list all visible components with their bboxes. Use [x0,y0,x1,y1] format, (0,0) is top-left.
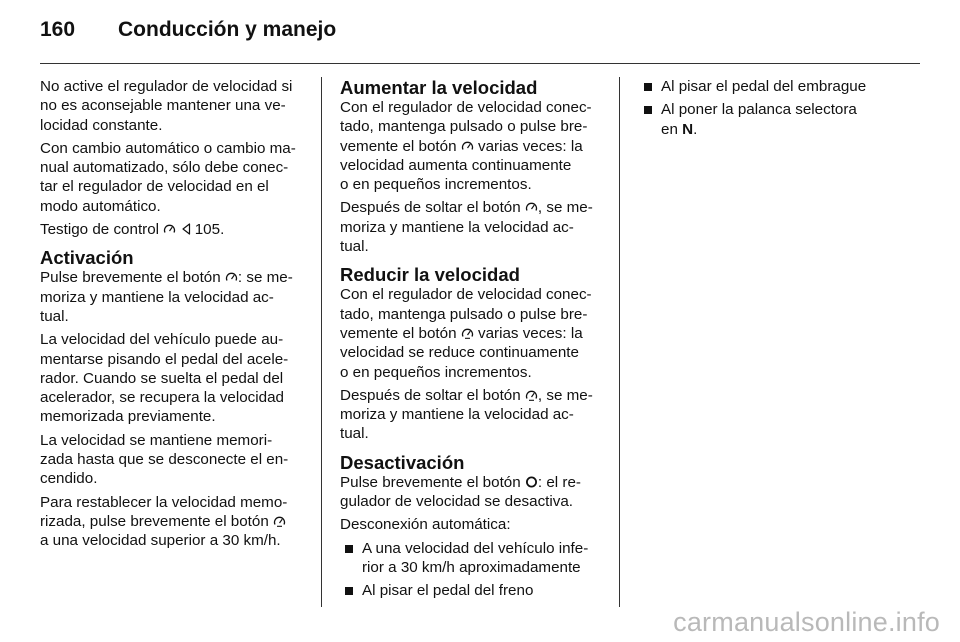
paragraph-despues-soltar-2: Después de soltar el botón , se me- moriza y mantiene la velocidad ac- tual. [340,386,593,443]
column-1 [40,77,308,555]
bullet-square-icon [345,545,353,553]
cruise-control-plus-icon [461,140,474,152]
column-divider [619,77,620,607]
paragraph-desactivacion: Pulse brevemente el botón : el re- gulador de velocidad se desactiva. [340,473,581,511]
cruise-control-plus-icon [225,271,238,283]
header-rule [40,63,920,64]
column-divider [321,77,322,607]
list-item: Al pisar el pedal del embrague [639,77,907,96]
chapter-title: Conducción y manejo [118,18,337,41]
paragraph-reducir: Con el regulador de velocidad conec- tado, mantenga pulsado o pulse bre- vemente el botón varias veces: la velocidad se reduce continuamente o en pequeños incrementos. [340,286,592,381]
paragraph-restablecer: Para restablecer la velocidad memo- rizada, pulse brevemente el botón a una velocidad superior a 30 km/h. [40,493,288,550]
bullet-square-icon [644,83,652,91]
cruise-off-circle-icon [525,476,538,488]
page-reference-link[interactable]: 105. [194,221,225,239]
page-reference-arrow-icon[interactable] [181,223,191,235]
paragraph-velocidad-mantiene: La velocidad se mantiene memori- zada hasta que se desconecte el en- cendido. [40,431,289,488]
list-item: Al poner la palanca selectora en N. [639,100,907,139]
heading-reducir-velocidad: Reducir la velocidad [340,264,520,286]
cruise-control-icon [163,223,176,235]
paragraph-cambio-automatico: Con cambio automático o cambio ma- nual automatizado, sólo debe conec- tar el regulador de velocidad en el modo automático. [40,139,296,215]
page-number: 160 [40,18,76,41]
paragraph-desconexion: Desconexión automática: [340,516,511,534]
cruise-control-plus-icon [525,201,538,213]
paragraph-testigo: Testigo de control 105. [40,221,225,239]
list-item: Al pisar el pedal del freno [340,581,608,600]
paragraph-no-active: No active el regulador de velocidad si no es aconsejable mantener una ve- locidad constante. [40,78,293,134]
paragraph-aumentar: Con el regulador de velocidad conec- tado, mantenga pulsado o pulse bre- vemente el botón varias veces: la velocidad aumenta continuamente o en pequeños incrementos. [340,99,592,194]
bullet-square-icon [345,587,353,595]
column-2 [340,77,608,605]
paragraph-velocidad-aumentarse: La velocidad del vehículo puede au- mentarse pisando el pedal del acele- rador. Cuando se suelta el pedal del acelerador, se recupera la velocidad memorizada previamente. [40,331,289,426]
paragraph-despues-soltar-1: Después de soltar el botón , se me- moriza y mantiene la velocidad ac- tual. [340,199,593,256]
bullet-square-icon [644,106,652,114]
heading-activacion: Activación [40,247,134,269]
cruise-control-minus-icon [461,327,474,339]
list-item: A una velocidad del vehículo infe- rior a 30 km/h aproximadamente [340,539,608,578]
cruise-control-minus-icon [525,389,538,401]
heading-aumentar-velocidad: Aumentar la velocidad [340,77,538,98]
cruise-control-minus-icon [273,515,286,527]
column-3 [639,77,907,143]
watermark: carmanualsonline.info [673,607,940,637]
gear-n-label: N [682,120,694,138]
paragraph-activacion: Pulse brevemente el botón : se me- moriza y mantiene la velocidad ac- tual. [40,269,293,325]
heading-desactivacion: Desactivación [340,451,465,473]
